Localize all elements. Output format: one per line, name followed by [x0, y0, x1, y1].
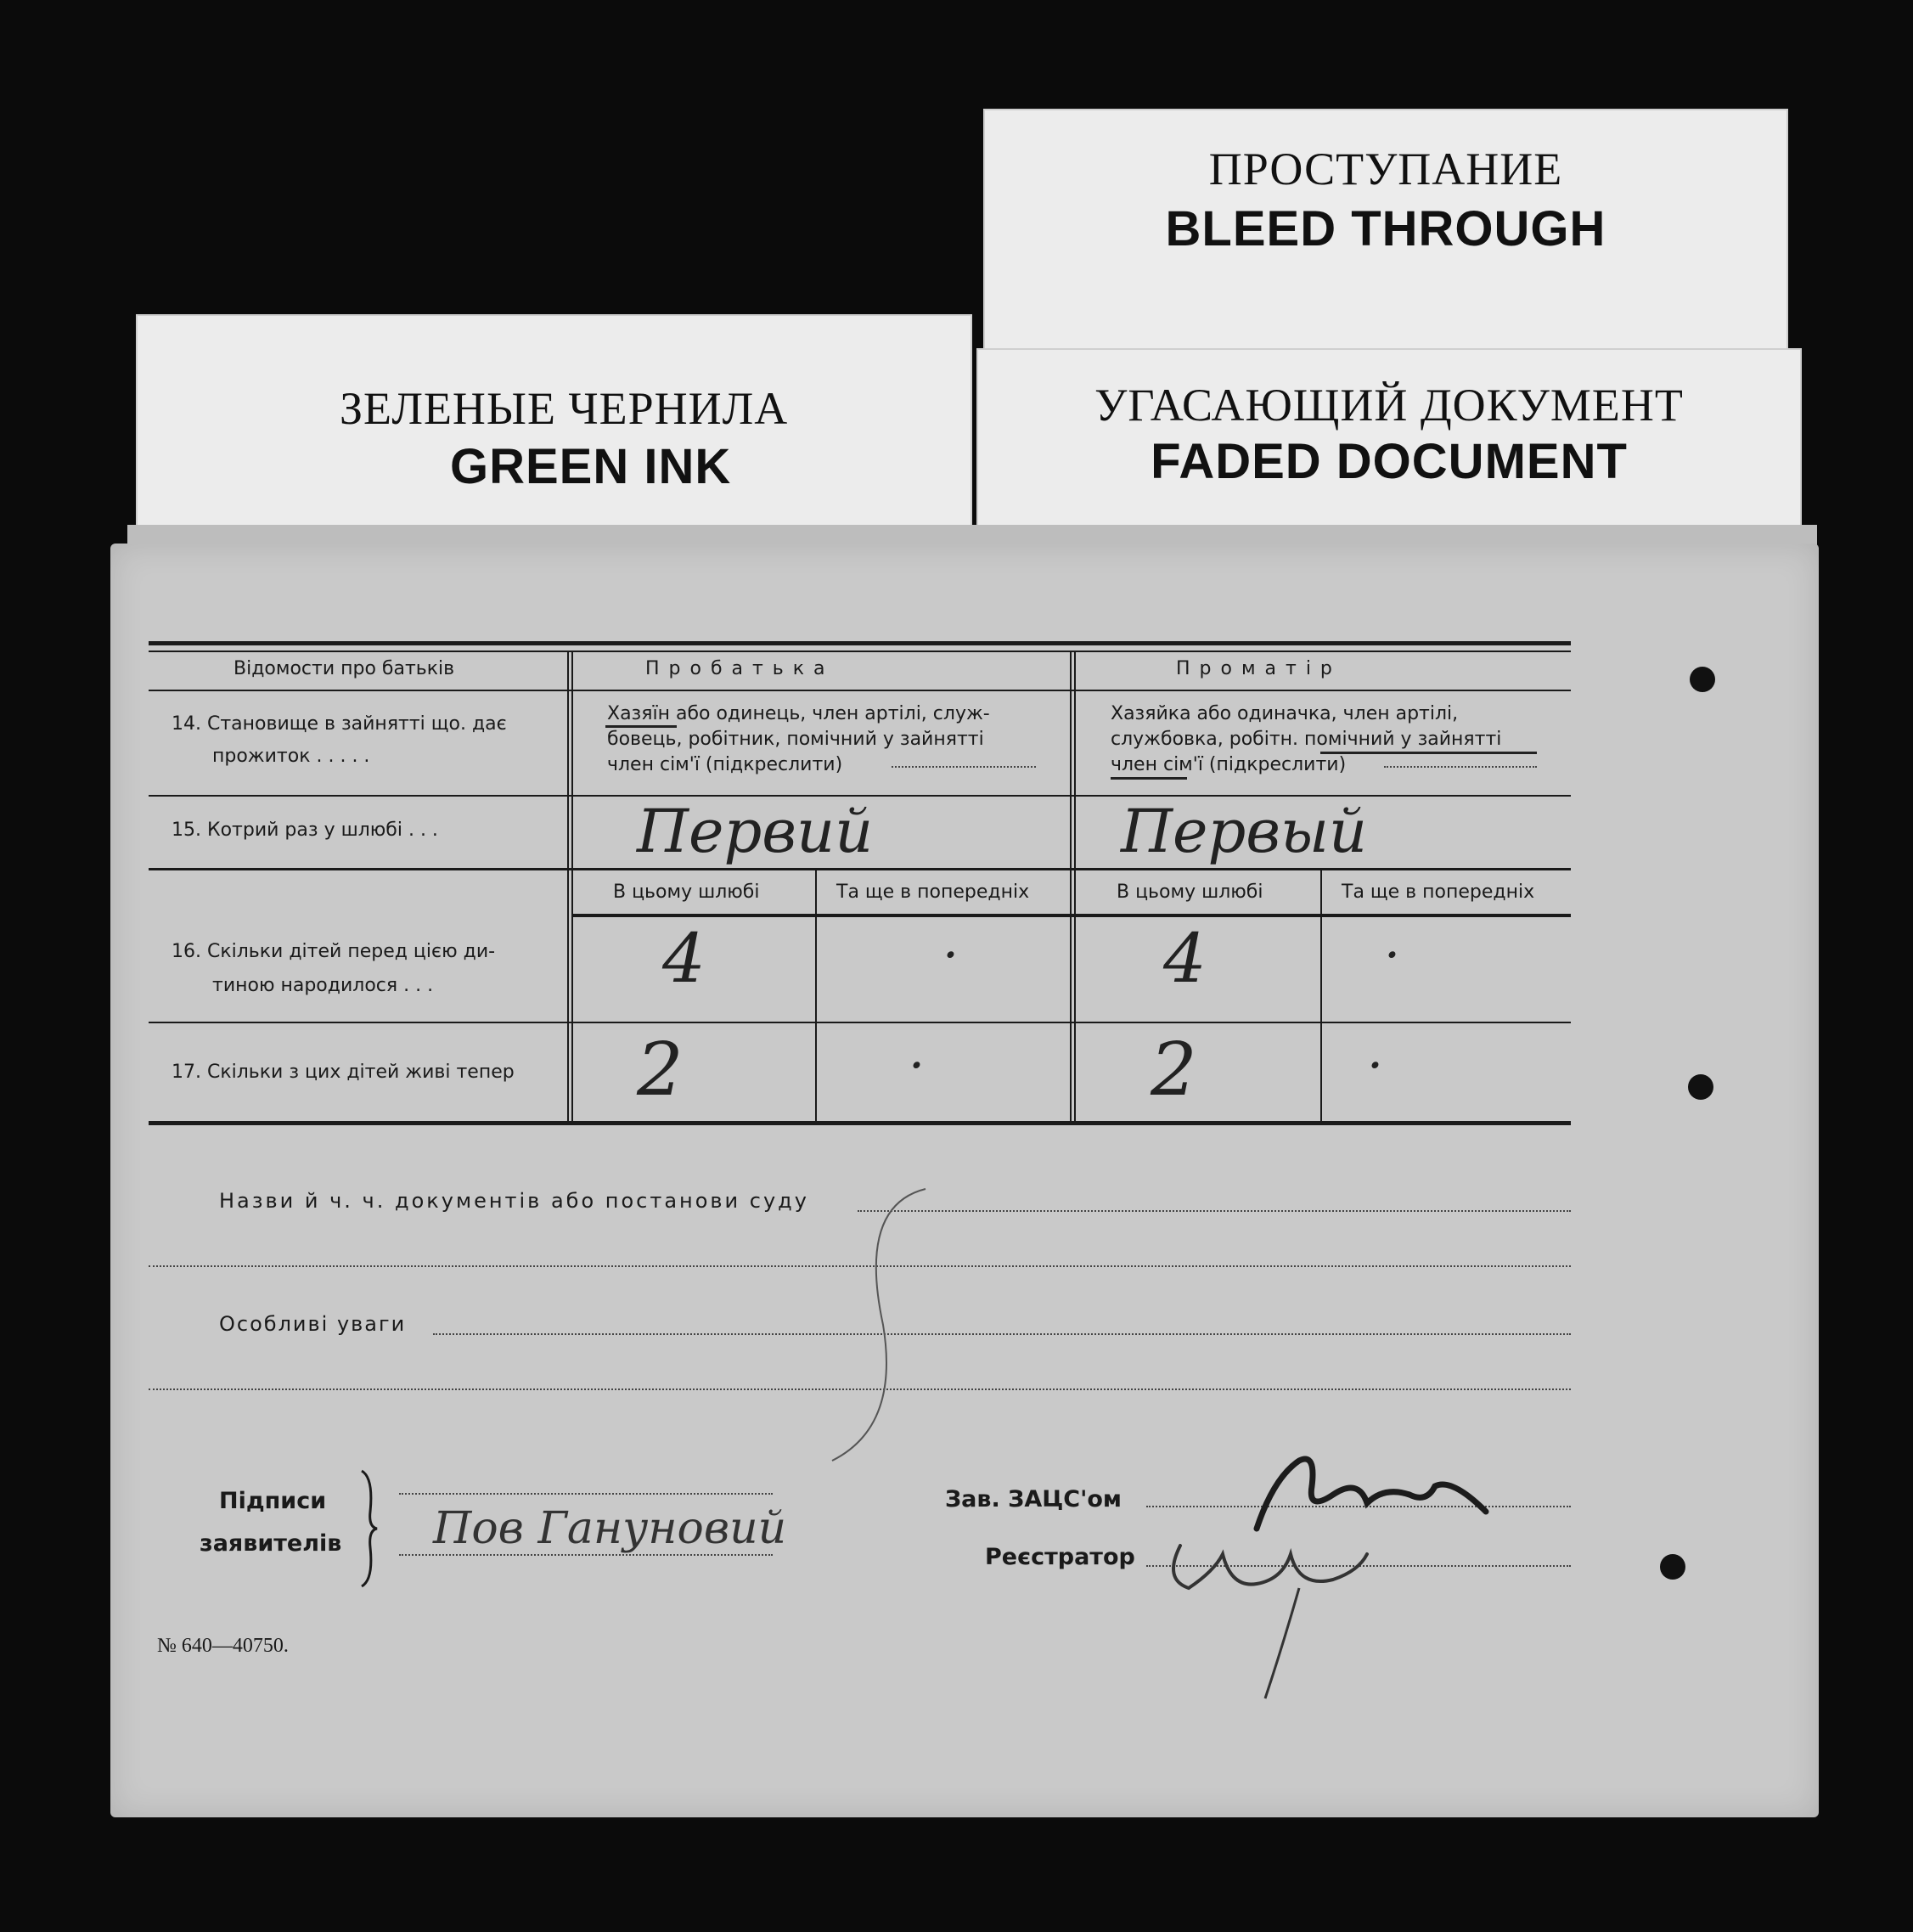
header-about-mother: П р о м а т і р	[1176, 658, 1334, 679]
registration-form-sheet	[110, 544, 1819, 1817]
punch-hole-2	[1688, 1074, 1713, 1100]
signatures-label-line1: Підписи	[219, 1488, 327, 1514]
row16-bottom-line	[149, 1022, 1571, 1023]
subheader-father-this-marriage: В цьому шлюбі	[613, 882, 760, 903]
applicant-signature: Пов Гануновий	[433, 1503, 787, 1554]
row15-bottom-line	[149, 868, 1571, 870]
col-divider-1a	[567, 651, 569, 1123]
remarks-label: Особливі уваги	[219, 1312, 407, 1336]
subheader-father-previous: Та ще в попередніх	[836, 882, 1030, 903]
col-divider-2a	[1070, 651, 1072, 1123]
official-signature-drawing	[1129, 1427, 1571, 1715]
documents-label: Назви й ч. ч. документів або постанови суду	[219, 1189, 809, 1213]
signature-dots-2	[399, 1554, 773, 1556]
col-divider-father	[815, 870, 817, 1123]
col-divider-mother	[1320, 870, 1322, 1123]
row16-mother-this: 4	[1163, 919, 1207, 998]
row14-mother-line3: член сім'ї (підкреслити)	[1111, 754, 1347, 775]
row14-father-line1: Хазяїн або одинець, член артілі, служ-	[607, 703, 990, 724]
table-bottom-border	[149, 1121, 1571, 1125]
faded-document-tab	[976, 348, 1802, 544]
mother-underline-helper	[1320, 752, 1537, 754]
bleed-through-ru: ПРОСТУПАНИЕ	[1208, 144, 1563, 194]
punch-hole-1	[1690, 667, 1715, 692]
green-ink-en: GREEN INK	[450, 439, 732, 494]
bleed-through-en: BLEED THROUGH	[1165, 201, 1606, 256]
row14-mother-line1: Хазяйка або одиначка, член артілі,	[1111, 703, 1459, 724]
row15-father-handwriting: Первий	[637, 797, 874, 866]
row15-label: 15. Котрий раз у шлюбі . . .	[172, 820, 438, 841]
punch-hole-3	[1660, 1554, 1685, 1580]
subheader-bottom-line	[573, 914, 1571, 917]
row16-label-line2: тиною народилося . . .	[212, 975, 434, 996]
row17-father-this: 2	[637, 1028, 684, 1112]
documents-dots-1	[858, 1210, 1571, 1212]
row17-mother-prev: ·	[1367, 1036, 1384, 1096]
signatures-label-line2: заявителів	[200, 1530, 342, 1557]
row14-label-line2: прожиток . . . . .	[212, 746, 370, 767]
row14-father-dots	[892, 766, 1036, 768]
row17-label: 17. Скільки з цих дітей живі тепер	[172, 1062, 515, 1083]
signature-dots-1	[399, 1493, 773, 1495]
green-ink-tab	[136, 314, 972, 552]
col-divider-2b	[1074, 651, 1076, 1123]
table-top-border-thin	[149, 651, 1571, 652]
faded-document-en: FADED DOCUMENT	[1151, 434, 1628, 489]
father-underline-mark	[605, 725, 677, 728]
registrar-label: Реєстратор	[985, 1544, 1135, 1570]
row16-mother-prev: ·	[1384, 926, 1401, 985]
brace-icon	[357, 1469, 382, 1588]
col-divider-1b	[571, 651, 573, 1123]
header-about-father: П р о б а т ь к а	[645, 658, 827, 679]
row14-mother-dots	[1384, 766, 1537, 768]
row16-father-prev: ·	[942, 926, 959, 985]
bleed-through-tab	[983, 109, 1788, 355]
row14-father-line2: бовець, робітник, помічний у зайнятті	[607, 729, 984, 750]
row14-label-line1: 14. Становище в зайнятті що. дає	[172, 713, 507, 735]
remarks-dots-1	[433, 1333, 1571, 1335]
subheader-mother-previous: Та ще в попередніх	[1342, 882, 1535, 903]
green-ink-ru: ЗЕЛЕНЫЕ ЧЕРНИЛА	[340, 383, 789, 434]
row14-mother-line2: службовка, робітн. помічний у зайнятті	[1111, 729, 1502, 750]
mother-underline-member	[1111, 777, 1187, 780]
head-of-registry-label: Зав. ЗАЦС'ом	[945, 1486, 1122, 1512]
form-number: № 640—40750.	[157, 1635, 289, 1657]
row16-label-line1: 16. Скільки дітей перед цією ди-	[172, 941, 496, 962]
table-top-border	[149, 641, 1571, 645]
row17-mother-this: 2	[1151, 1028, 1197, 1112]
row15-mother-handwriting: Первый	[1121, 797, 1368, 866]
header-bottom-line	[149, 690, 1571, 691]
faded-document-ru: УГАСАЮЩИЙ ДОКУМЕНТ	[1094, 380, 1684, 431]
row16-father-this: 4	[662, 919, 706, 998]
subheader-mother-this-marriage: В цьому шлюбі	[1117, 882, 1263, 903]
row14-father-line3: член сім'ї (підкреслити)	[607, 754, 843, 775]
header-parents-info: Відомости про батьків	[233, 658, 455, 679]
faint-ink-stroke	[824, 1172, 942, 1478]
row17-father-prev: ·	[909, 1036, 926, 1096]
